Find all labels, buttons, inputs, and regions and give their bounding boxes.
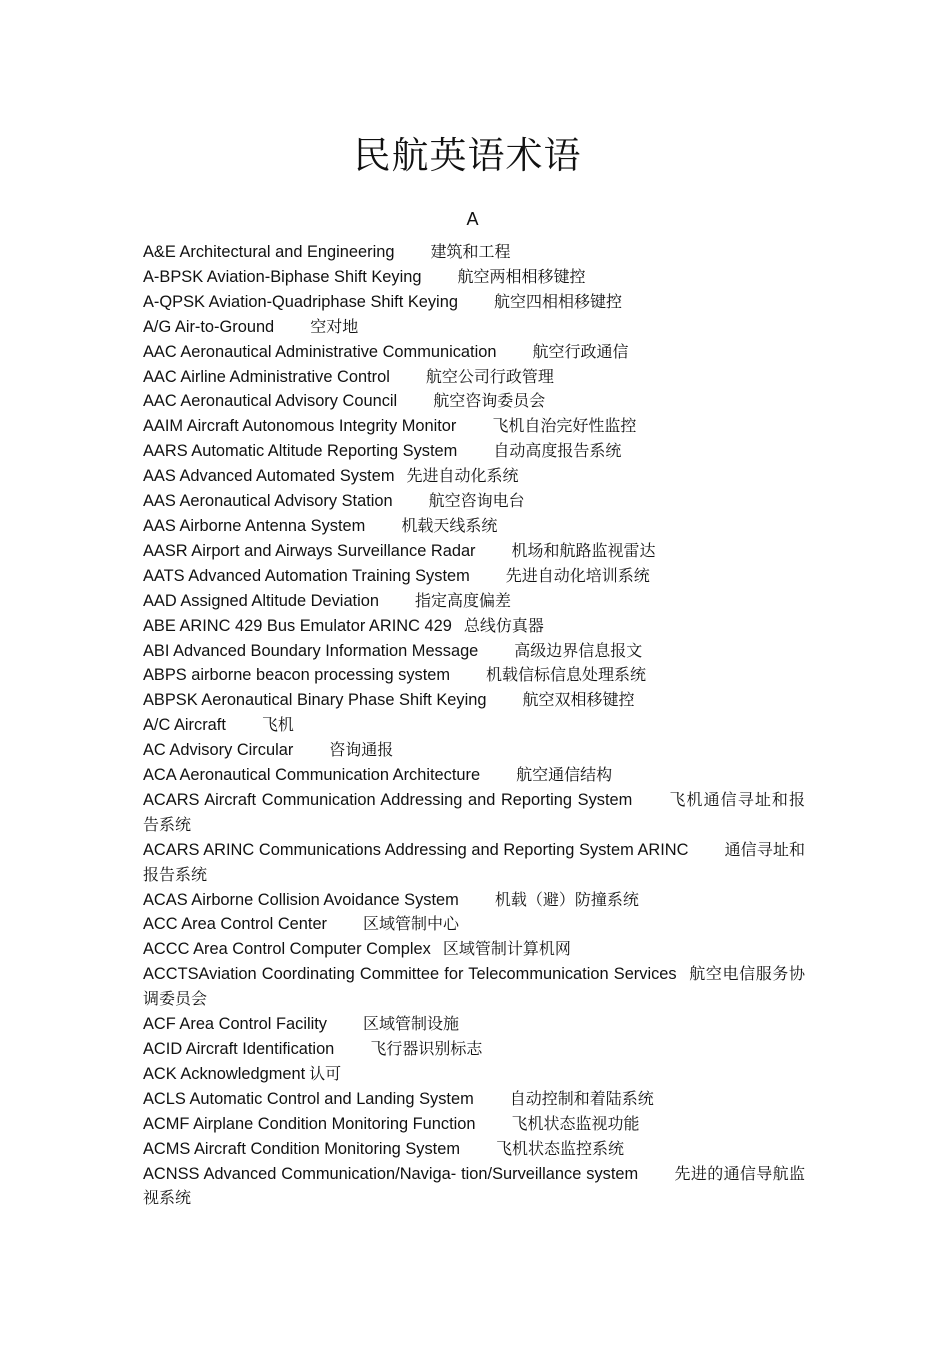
entry-translation: 先进自动化系统 [406, 466, 519, 486]
entry-term: A-QPSK Aviation-Quadriphase Shift Keying [143, 292, 458, 311]
glossary-entry [143, 389, 805, 414]
entry-term: ACCC Area Control Computer Complex [143, 940, 431, 959]
entry-translation: 认可 [309, 1063, 342, 1083]
glossary-entry [143, 1162, 805, 1212]
glossary-entry [143, 639, 805, 664]
glossary-list [143, 240, 805, 1211]
entry-term: A&E Architectural and Engineering [143, 243, 395, 261]
glossary-entry [143, 564, 805, 589]
entry-term: ACCTSAviation Coordinating Committee for Telecommunication Services [143, 965, 677, 984]
entry-translation: 航空行政通信 [532, 341, 629, 361]
glossary-entry [143, 539, 805, 564]
glossary-entry [143, 290, 805, 315]
entry-translation: 航空咨询委员会 [433, 391, 546, 411]
glossary-entry [143, 1112, 805, 1137]
entry-term: AAD Assigned Altitude Deviation [143, 591, 379, 610]
entry-term: AAC Airline Administrative Control [143, 367, 390, 386]
glossary-entry [143, 464, 805, 489]
entry-translation: 航空咨询电台 [428, 491, 525, 511]
glossary-entry [143, 315, 805, 340]
entry-term: ABPS airborne beacon processing system [143, 666, 451, 685]
glossary-entry [143, 962, 805, 1012]
glossary-entry [143, 240, 805, 265]
entry-term: ACA Aeronautical Communication Architecture [143, 766, 481, 785]
entry-term: ACARS Aircraft Communication Addressing and Reporting System [143, 790, 633, 809]
entry-term: ACC Area Control Center [143, 915, 328, 934]
glossary-entry [143, 489, 805, 514]
entry-translation: 先进自动化培训系统 [505, 565, 650, 585]
entry-translation: 机载信标信息处理系统 [486, 665, 647, 685]
glossary-entry [143, 937, 805, 962]
glossary-entry [143, 1037, 805, 1062]
glossary-entry [143, 688, 805, 713]
entry-term: AAS Aeronautical Advisory Station [143, 492, 393, 511]
entry-term: AAC Aeronautical Administrative Communication [143, 342, 497, 361]
glossary-entry [143, 912, 805, 937]
glossary-entry [143, 763, 805, 788]
entry-translation: 飞机状态监视功能 [511, 1113, 640, 1133]
entry-translation: 飞机状态监控系统 [496, 1138, 625, 1158]
glossary-entry [143, 788, 805, 838]
entry-term: A-BPSK Aviation-Biphase Shift Keying [143, 267, 422, 286]
entry-translation: 空对地 [310, 316, 359, 336]
entry-translation: 区域管制计算机网 [442, 939, 571, 959]
entry-term: AAS Airborne Antenna System [143, 516, 366, 535]
glossary-entry [143, 1012, 805, 1037]
entry-translation: 先进的通信导航监视系统 [143, 1163, 805, 1208]
entry-translation: 区域管制中心 [363, 914, 460, 934]
entry-translation: 航空公司行政管理 [425, 366, 554, 386]
entry-term: ACARS ARINC Communications Addressing and Reporting System ARINC [143, 840, 689, 859]
entry-term: A/C Aircraft [143, 716, 226, 735]
entry-term: ACAS Airborne Collision Avoidance System [143, 890, 459, 909]
entry-translation: 建筑和工程 [430, 242, 511, 261]
entry-translation: 自动控制和着陆系统 [509, 1088, 654, 1108]
glossary-entry [143, 888, 805, 913]
entry-term: ACMF Airplane Condition Monitoring Function [143, 1114, 476, 1133]
glossary-entry [143, 589, 805, 614]
entry-translation: 航空两相相移键控 [457, 266, 586, 286]
entry-term: AASR Airport and Airways Surveillance Radar [143, 541, 476, 560]
entry-translation: 航空双相移键控 [522, 690, 635, 710]
glossary-entry [143, 514, 805, 539]
entry-translation: 通信寻址和报告系统 [143, 839, 805, 884]
entry-translation: 自动高度报告系统 [493, 441, 622, 461]
glossary-entry [143, 713, 805, 738]
entry-translation: 飞行器识别标志 [370, 1039, 483, 1058]
glossary-entry [143, 1062, 805, 1087]
glossary-entry [143, 340, 805, 365]
entry-translation: 总线仿真器 [463, 615, 544, 635]
glossary-entry [143, 663, 805, 688]
entry-translation: 指定高度偏差 [414, 590, 511, 610]
entry-term: A/G Air-to-Ground [143, 317, 275, 336]
glossary-entry [143, 838, 805, 888]
entry-translation: 飞机自治完好性监控 [492, 416, 637, 436]
entry-term: ABI Advanced Boundary Information Message [143, 641, 479, 660]
entry-translation: 机场和航路监视雷达 [511, 540, 656, 560]
entry-translation: 航空通信结构 [516, 765, 613, 785]
glossary-entry [143, 439, 805, 464]
entry-term: ACID Aircraft Identification [143, 1040, 335, 1058]
glossary-entry [143, 414, 805, 439]
entry-translation: 机载（避）防撞系统 [494, 889, 639, 909]
entry-translation: 飞机 [261, 715, 294, 735]
entry-term: ACNSS Advanced Communication/Naviga- tion/Surveillance system [143, 1164, 639, 1183]
glossary-entry [143, 1087, 805, 1112]
entry-term: ACF Area Control Facility [143, 1015, 327, 1034]
entry-term: ABE ARINC 429 Bus Emulator ARINC 429 [143, 616, 452, 635]
entry-translation: 飞机通信寻址和报告系统 [143, 789, 805, 834]
entry-term: AAS Advanced Automated System [143, 467, 395, 486]
entry-translation: 航空四相相移键控 [493, 291, 622, 311]
entry-term: AC Advisory Circular [143, 741, 294, 760]
glossary-entry [143, 1137, 805, 1162]
entry-translation: 机载天线系统 [401, 515, 498, 535]
entry-term: ABPSK Aeronautical Binary Phase Shift Keying [143, 691, 487, 710]
section-heading: A [466, 209, 479, 229]
entry-translation: 航空电信服务协调委员会 [143, 964, 805, 1009]
entry-term: AARS Automatic Altitude Reporting System [143, 442, 458, 461]
entry-term: ACK Acknowledgment [143, 1064, 306, 1083]
glossary-entry [143, 365, 805, 390]
document-title: 民航英语术语 [353, 134, 582, 177]
glossary-entry [143, 265, 805, 290]
entry-translation: 高级边界信息报文 [514, 640, 643, 660]
entry-term: AATS Advanced Automation Training System [143, 566, 470, 585]
entry-translation: 咨询通报 [329, 740, 394, 760]
entry-term: AAC Aeronautical Advisory Council [143, 392, 398, 411]
entry-term: AAIM Aircraft Autonomous Integrity Monitor [143, 417, 457, 436]
entry-term: ACMS Aircraft Condition Monitoring System [143, 1139, 460, 1158]
entry-term: ACLS Automatic Control and Landing System [143, 1089, 474, 1108]
glossary-entry [143, 614, 805, 639]
glossary-entry [143, 738, 805, 763]
entry-translation: 区域管制设施 [363, 1014, 460, 1034]
